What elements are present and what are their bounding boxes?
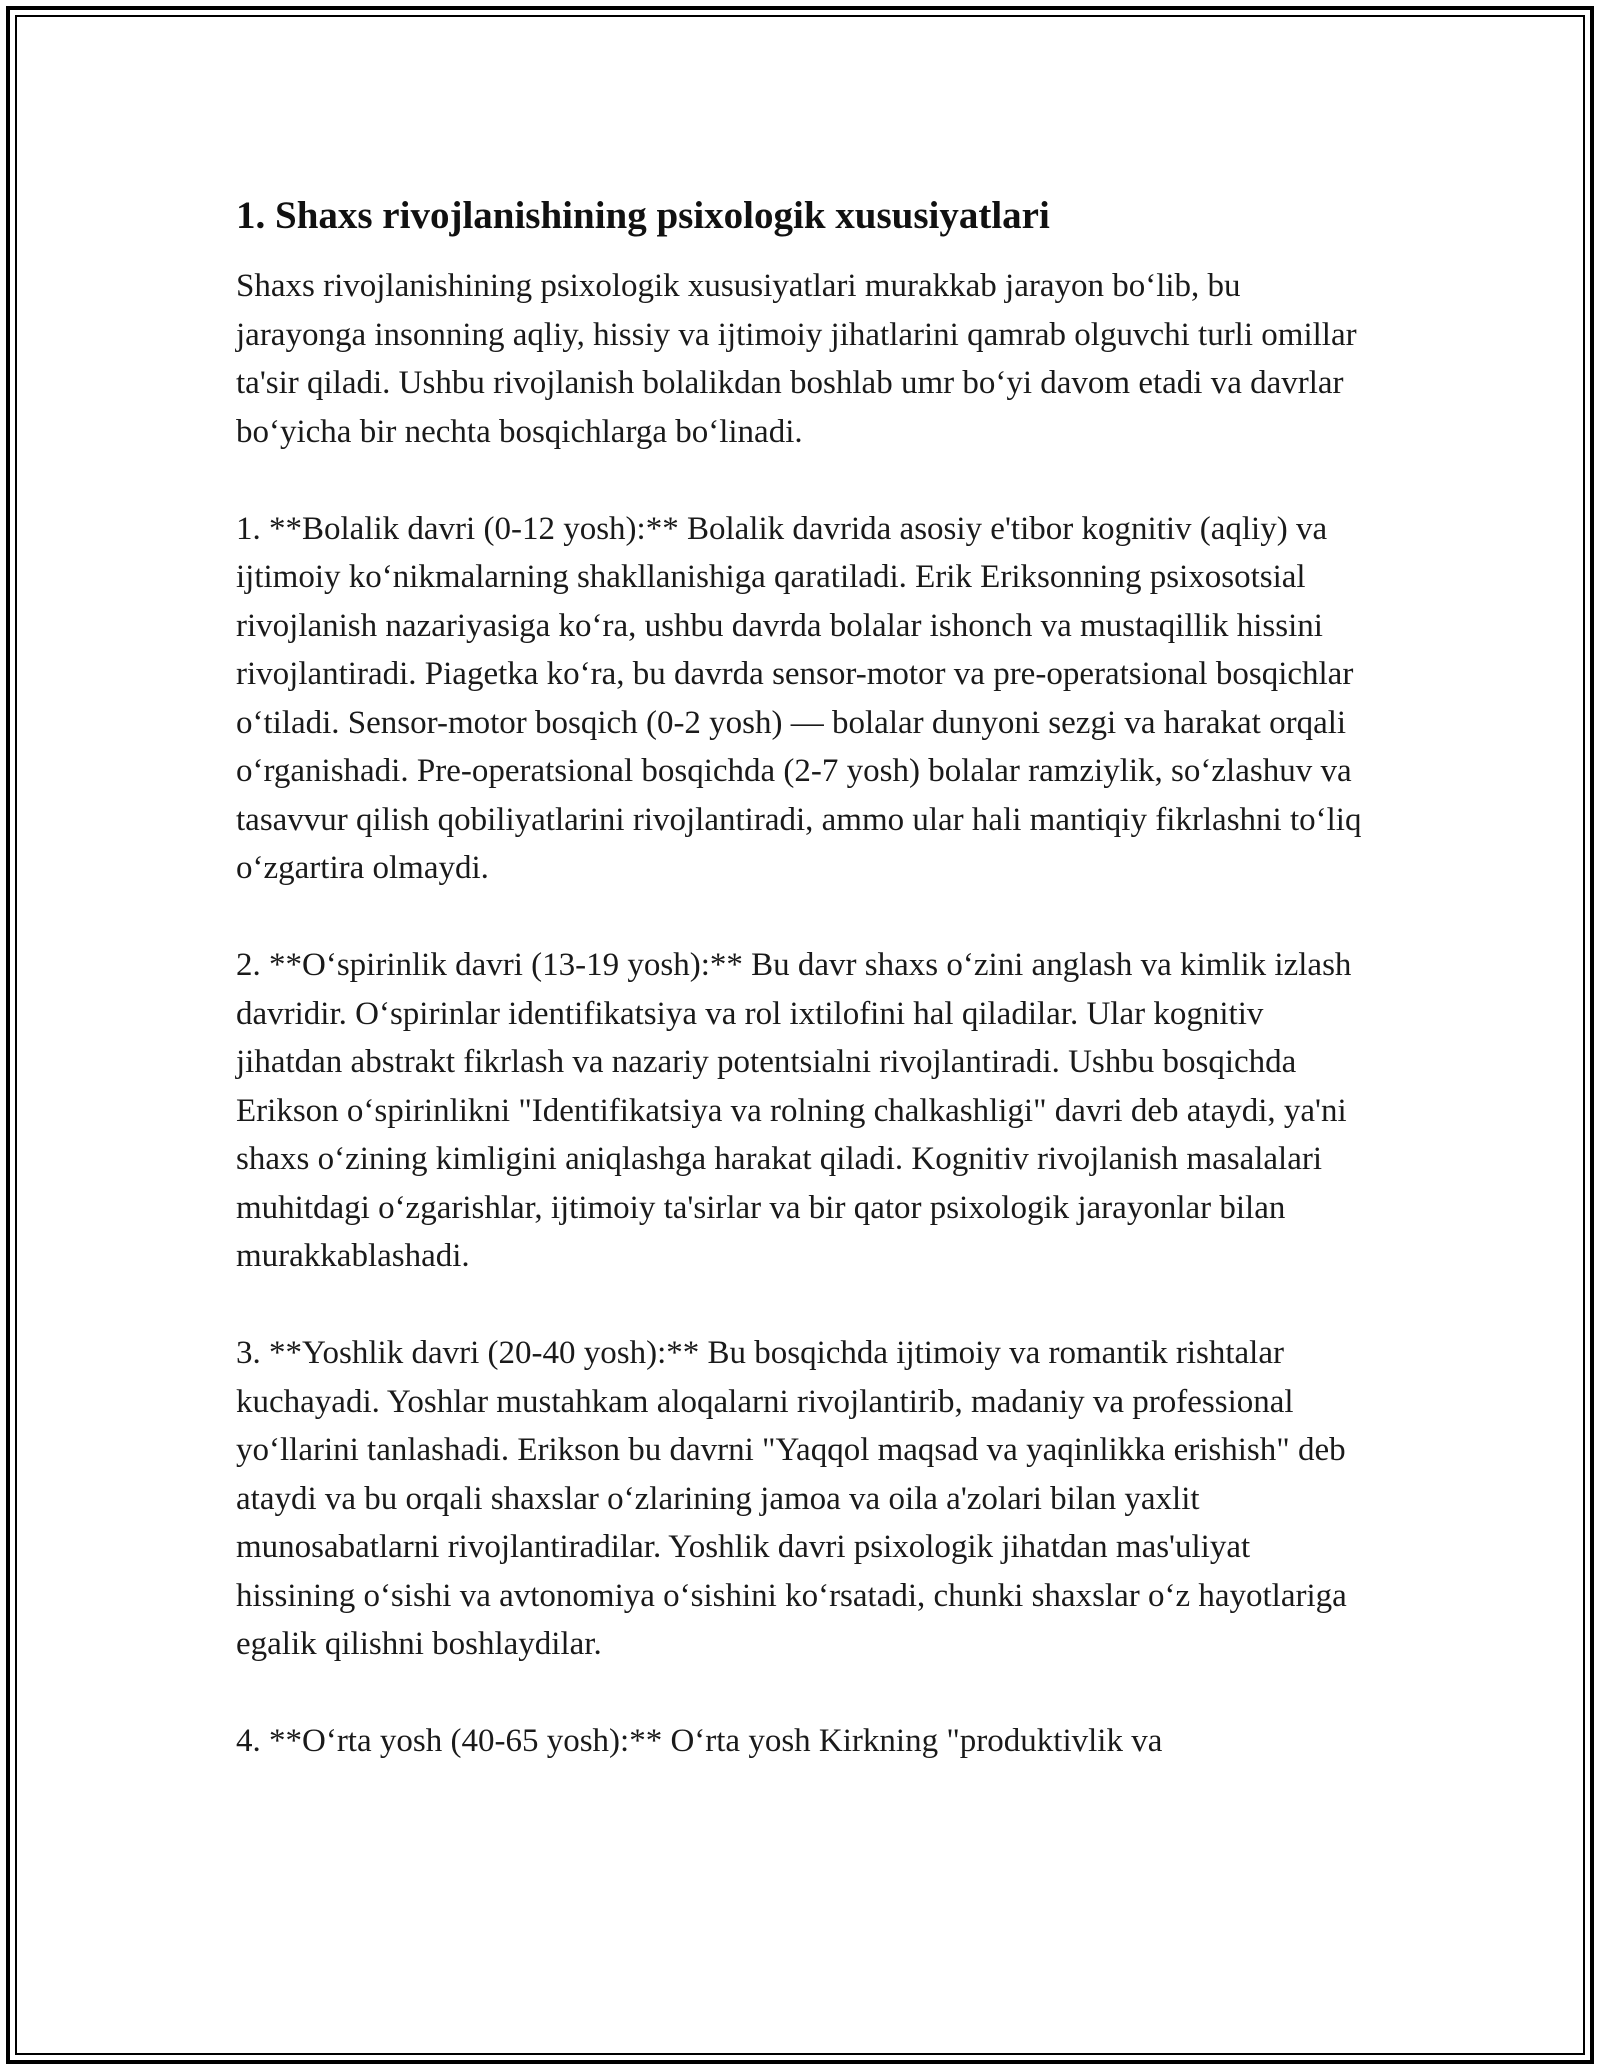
middle-age-paragraph: 4. **O‘rta yosh (40-65 yosh):** O‘rta yosh Kirkning "produktivlik va [236, 1723, 1163, 1759]
document-body [236, 190, 1366, 1766]
adolescence-paragraph: 2. **O‘spirinlik davri (13-19 yosh):** Bu davr shaxs o‘zini anglash va kimlik izlash davridir. O‘spirinlar identifikatsiya va rol ixtilofini hal qiladilar. Ular kognitiv jihatdan abstrakt fikrlash va nazariy potentsialni rivojlantiradi. Ushbu bosqichda Erikson o‘spirinlikni "Identifikatsiya va rolning chalkashligi" davri deb ataydi, ya'ni shaxs o‘zining kimligini aniqlashga harakat qiladi. Kognitiv rivojlanish masalalari muhitdagi o‘zgarishlar, ijtimoiy ta'sirlar va bir qator psixologik jarayonlar bilan murakkablashadi. [236, 947, 1352, 1274]
childhood-paragraph: 1. **Bolalik davri (0-12 yosh):** Bolalik davrida asosiy e'tibor kognitiv (aqliy) va ijtimoiy ko‘nikmalarning shakllanishiga qaratiladi. Erik Eriksonning psixosotsial rivojlanish nazariyasiga ko‘ra, ushbu davrda bolalar ishonch va mustaqillik hissini rivojlantiradi. Piagetka ko‘ra, bu davrda sensor-motor va pre-operatsional bosqichlar o‘tiladi. Sensor-motor bosqich (0-2 yosh) — bolalar dunyoni sezgi va harakat orqali o‘rganishadi. Pre-operatsional bosqichda (2-7 yosh) bolalar ramziylik, so‘zlashuv va tasavvur qilish qobiliyatlarini rivojlantiradi, ammo ular hali mantiqiy fikrlashni to‘liq o‘zgartira olmaydi. [236, 510, 1362, 886]
youth-paragraph: 3. **Yoshlik davri (20-40 yosh):** Bu bosqichda ijtimoiy va romantik rishtalar kuchayadi. Yoshlar mustahkam aloqalarni rivojlantirib, madaniy va professional yo‘llarini tanlashadi. Erikson bu davrni "Yaqqol maqsad va yaqinlikka erishish" deb ataydi va bu orqali shaxslar o‘zlarining jamoa va oila a'zolari bilan yaxlit munosabatlarni rivojlantiradilar. Yoshlik davri psixologik jihatdan mas'uliyat hissining o‘sishi va avtonomiya o‘sishini ko‘rsatadi, chunki shaxslar o‘z hayotlariga egalik qilishni boshlaydilar. [236, 1335, 1347, 1662]
intro-paragraph: Shaxs rivojlanishining psixologik xususiyatlari murakkab jarayon bo‘lib, bu jarayonga insonning aqliy, hissiy va ijtimoiy jihatlarini qamrab olguvchi turli omillar ta'sir qiladi. Ushbu rivojlanish bolalikdan boshlab umr bo‘yi davom etadi va davrlar bo‘yicha bir nechta bosqichlarga bo‘linadi. [236, 268, 1357, 450]
section-heading: 1. Shaxs rivojlanishining psixologik xususiyatlari [236, 194, 1050, 237]
